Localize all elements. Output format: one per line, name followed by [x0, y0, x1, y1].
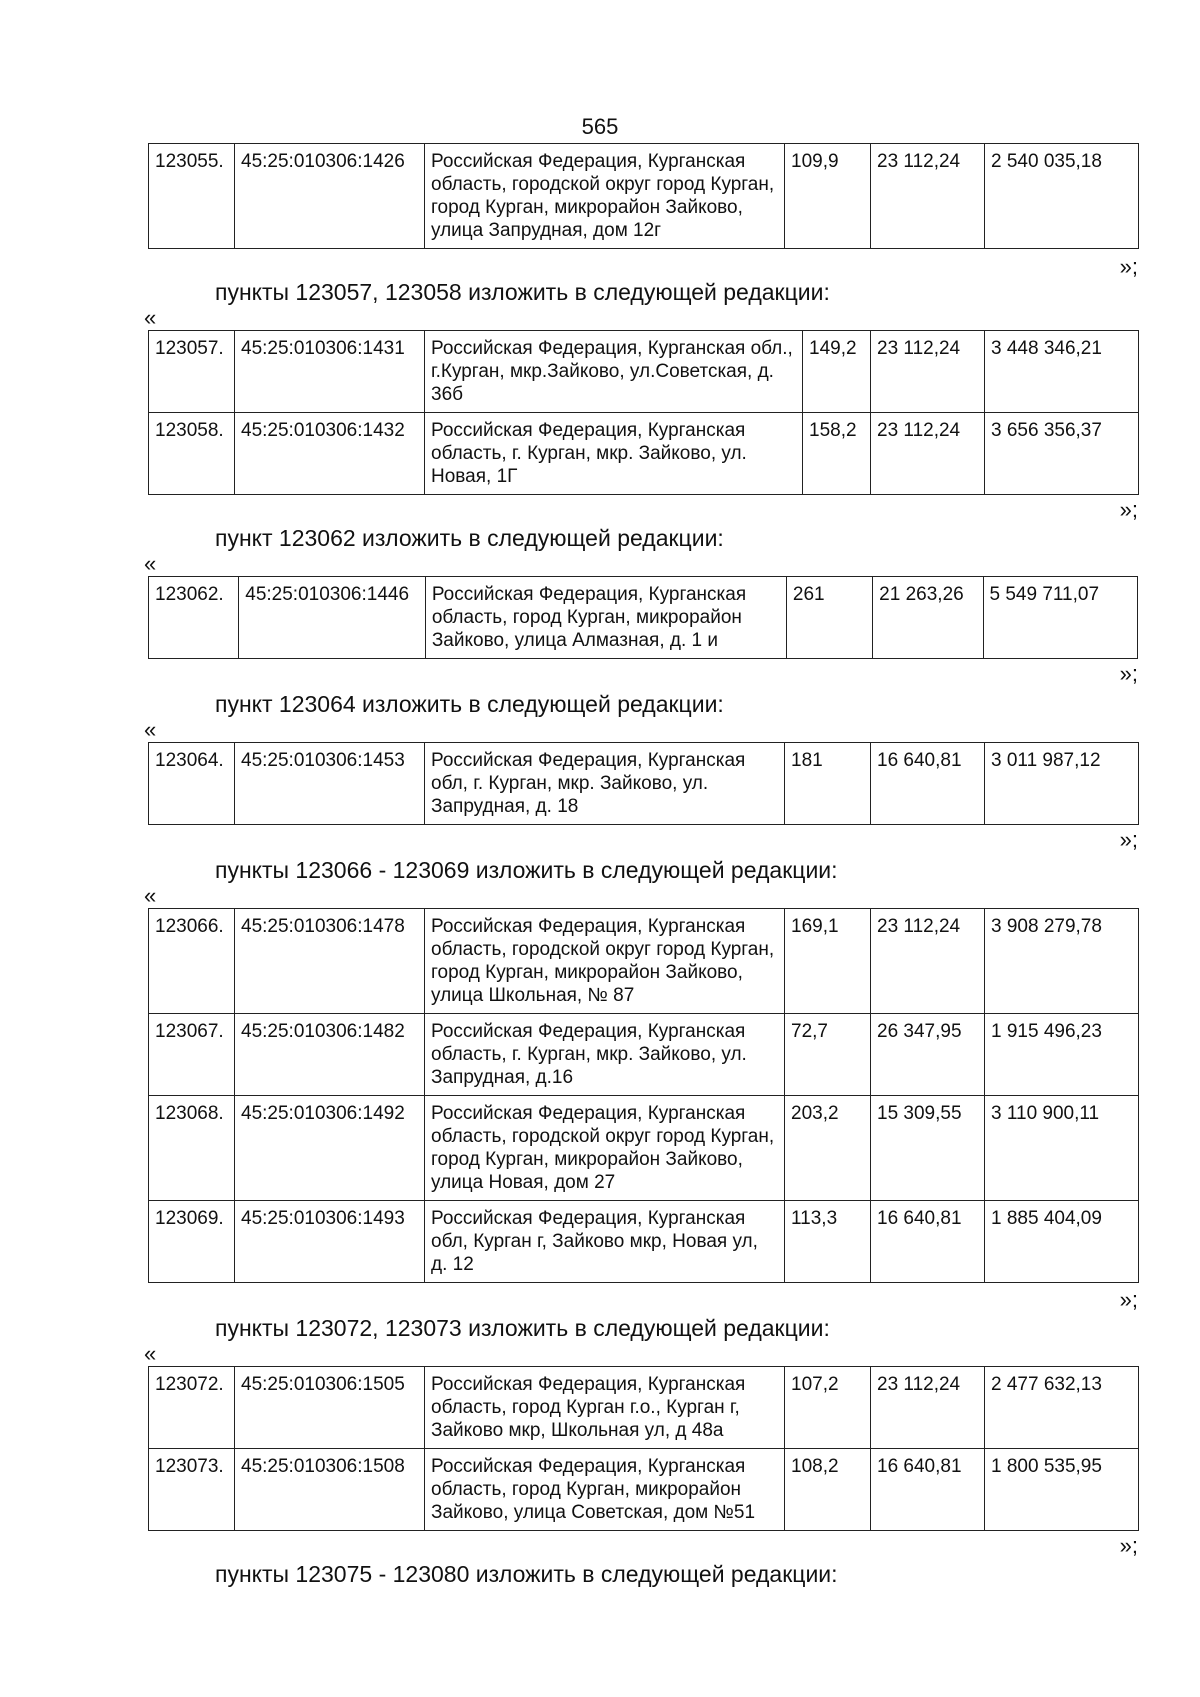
item-number: 123055. — [149, 144, 235, 249]
table-row — [149, 1367, 1139, 1449]
area: 158,2 — [803, 413, 871, 495]
registry-table — [148, 1366, 1139, 1531]
item-number: 123067. — [149, 1014, 235, 1096]
amendment-heading: пункты 123072, 123073 изложить в следующей редакции: — [215, 1315, 830, 1341]
cadastral-value: 3 110 900,11 — [985, 1096, 1139, 1201]
cadastral-value: 1 915 496,23 — [985, 1014, 1139, 1096]
address: Российская Федерация, Курганская область, г. Курган, мкр. Зайково, ул. Запрудная, д.16 — [425, 1014, 785, 1096]
specific-value: 26 347,95 — [871, 1014, 985, 1096]
specific-value: 23 112,24 — [871, 1367, 985, 1449]
open-quote: « — [144, 717, 157, 742]
specific-value: 15 309,55 — [871, 1096, 985, 1201]
table-row — [149, 1449, 1139, 1531]
area: 109,9 — [785, 144, 871, 249]
open-quote: « — [144, 551, 157, 576]
address: Российская Федерация, Курганская область, г. Курган, мкр. Зайково, ул. Новая, 1Г — [425, 413, 803, 495]
item-number: 123064. — [149, 743, 235, 825]
cadastral-value: 3 908 279,78 — [985, 909, 1139, 1014]
cadastral-number: 45:25:010306:1482 — [235, 1014, 425, 1096]
cadastral-number: 45:25:010306:1426 — [235, 144, 425, 249]
open-quote: « — [144, 1341, 157, 1366]
cadastral-number: 45:25:010306:1431 — [235, 331, 425, 413]
address: Российская Федерация, Курганская область, городской округ город Курган, город Курган, микрорайон Зайково, улица Школьная, № 87 — [425, 909, 785, 1014]
item-number: 123072. — [149, 1367, 235, 1449]
registry-table — [148, 576, 1138, 659]
specific-value: 23 112,24 — [871, 144, 985, 249]
section-123072-123073 — [144, 1314, 1138, 1558]
area: 181 — [785, 743, 871, 825]
table-row — [149, 1014, 1139, 1096]
close-quote: »; — [1119, 661, 1138, 686]
address: Российская Федерация, Курганская область, город Курган, микрорайон Зайково, улица Алмазная, д. 1 и — [425, 577, 786, 659]
section-123064 — [144, 690, 1138, 852]
area: 203,2 — [785, 1096, 871, 1201]
address: Российская Федерация, Курганская обл., г.Курган, мкр.Зайково, ул.Советская, д. 36б — [425, 331, 803, 413]
table-row — [149, 144, 1139, 249]
table-row — [149, 1096, 1139, 1201]
cadastral-number: 45:25:010306:1478 — [235, 909, 425, 1014]
close-quote: »; — [1119, 1533, 1138, 1558]
registry-table — [148, 908, 1139, 1283]
cadastral-value: 3 011 987,12 — [985, 743, 1139, 825]
cadastral-number: 45:25:010306:1453 — [235, 743, 425, 825]
section-123057-123058 — [144, 278, 1138, 522]
close-quote: »; — [1119, 1287, 1138, 1312]
table-row — [149, 331, 1139, 413]
address: Российская Федерация, Курганская область, город Курган г.о., Курган г, Зайково мкр, Школьная ул, д 48а — [425, 1367, 785, 1449]
cadastral-value: 1 800 535,95 — [985, 1449, 1139, 1531]
item-number: 123066. — [149, 909, 235, 1014]
specific-value: 23 112,24 — [871, 909, 985, 1014]
specific-value: 16 640,81 — [871, 1201, 985, 1283]
cadastral-value: 2 477 632,13 — [985, 1367, 1139, 1449]
area: 72,7 — [785, 1014, 871, 1096]
cadastral-value: 2 540 035,18 — [985, 144, 1139, 249]
registry-table — [148, 330, 1139, 495]
section-123055 — [148, 143, 1138, 279]
table-row — [149, 743, 1139, 825]
specific-value: 23 112,24 — [871, 331, 985, 413]
address: Российская Федерация, Курганская обл, г. Курган, мкр. Зайково, ул. Запрудная, д. 18 — [425, 743, 785, 825]
cadastral-number: 45:25:010306:1493 — [235, 1201, 425, 1283]
open-quote: « — [144, 883, 157, 908]
cadastral-value: 3 448 346,21 — [985, 331, 1139, 413]
section-123062 — [144, 524, 1138, 686]
table-row — [149, 577, 1138, 659]
open-quote: « — [144, 305, 157, 330]
cadastral-value: 5 549 711,07 — [983, 577, 1138, 659]
amendment-heading: пункт 123062 изложить в следующей редакции: — [215, 525, 724, 551]
close-quote: »; — [1119, 497, 1138, 522]
table-row — [149, 1201, 1139, 1283]
cadastral-number: 45:25:010306:1508 — [235, 1449, 425, 1531]
cadastral-value: 3 656 356,37 — [985, 413, 1139, 495]
item-number: 123073. — [149, 1449, 235, 1531]
amendment-heading: пункт 123064 изложить в следующей редакции: — [215, 691, 724, 717]
close-quote: »; — [1119, 827, 1138, 852]
specific-value: 16 640,81 — [871, 743, 985, 825]
table-row — [149, 909, 1139, 1014]
registry-table — [148, 143, 1139, 249]
section-123066-123069 — [144, 856, 1138, 1312]
amendment-heading: пункты 123075 - 123080 изложить в следующей редакции: — [215, 1561, 838, 1587]
area: 107,2 — [785, 1367, 871, 1449]
item-number: 123058. — [149, 413, 235, 495]
area: 169,1 — [785, 909, 871, 1014]
specific-value: 21 263,26 — [873, 577, 983, 659]
item-number: 123062. — [149, 577, 239, 659]
cadastral-number: 45:25:010306:1492 — [235, 1096, 425, 1201]
item-number: 123068. — [149, 1096, 235, 1201]
page-number: 565 — [581, 114, 619, 139]
area: 108,2 — [785, 1449, 871, 1531]
section-123075-123080 — [148, 1560, 1138, 1588]
address: Российская Федерация, Курганская обл, Курган г, Зайково мкр, Новая ул, д. 12 — [425, 1201, 785, 1283]
cadastral-number: 45:25:010306:1432 — [235, 413, 425, 495]
address: Российская Федерация, Курганская область, городской округ город Курган, город Курган, микрорайон Зайково, улица Новая, дом 27 — [425, 1096, 785, 1201]
cadastral-number: 45:25:010306:1446 — [239, 577, 426, 659]
area: 261 — [786, 577, 872, 659]
area: 149,2 — [803, 331, 871, 413]
item-number: 123069. — [149, 1201, 235, 1283]
amendment-heading: пункты 123066 - 123069 изложить в следующей редакции: — [215, 857, 838, 883]
area: 113,3 — [785, 1201, 871, 1283]
address: Российская Федерация, Курганская область, город Курган, микрорайон Зайково, улица Советская, дом №51 — [425, 1449, 785, 1531]
close-quote: »; — [1119, 254, 1138, 279]
cadastral-number: 45:25:010306:1505 — [235, 1367, 425, 1449]
address: Российская Федерация, Курганская область, городской округ город Курган, город Курган, микрорайон Зайково, улица Запрудная, дом 12г — [425, 144, 785, 249]
specific-value: 16 640,81 — [871, 1449, 985, 1531]
registry-table — [148, 742, 1139, 825]
amendment-heading: пункты 123057, 123058 изложить в следующей редакции: — [215, 279, 830, 305]
item-number: 123057. — [149, 331, 235, 413]
specific-value: 23 112,24 — [871, 413, 985, 495]
table-row — [149, 413, 1139, 495]
cadastral-value: 1 885 404,09 — [985, 1201, 1139, 1283]
